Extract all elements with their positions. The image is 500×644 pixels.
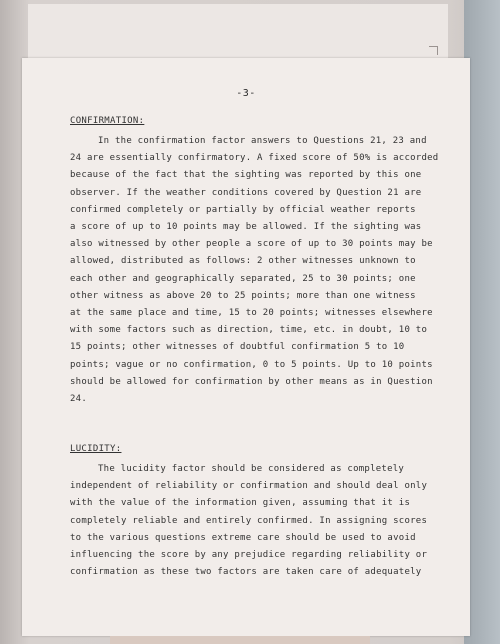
paragraph-line: 24 are essentially confirmatory. A fixed score of 50% is accorded	[70, 153, 439, 164]
paragraph-line: confirmed completely or partially by official weather reports	[70, 204, 416, 215]
paragraph-line: influencing the score by any prejudice regarding reliability or	[70, 550, 428, 561]
paragraph-line: at the same place and time, 15 to 20 points; witnesses elsewhere	[70, 308, 433, 319]
paragraph-line: The lucidity factor should be considered as completely	[98, 464, 405, 474]
paragraph-line: should be allowed for confirmation by other means as in Question	[70, 376, 433, 387]
paragraph-line: with the value of the information given, assuming that it is	[70, 498, 411, 509]
corner-mark	[429, 46, 438, 55]
confirmation-heading: CONFIRMATION:	[70, 116, 145, 126]
paragraph-line: independent of reliability or confirmation and should deal only	[70, 481, 428, 492]
paragraph-line: observer. If the weather conditions covered by Question 21 are	[70, 187, 422, 198]
paragraph-line: each other and geographically separated, 25 to 30 points; one	[70, 273, 416, 284]
confirmation-paragraph	[70, 133, 439, 408]
paragraph-line: other witness as above 20 to 25 points; more than one witness	[70, 290, 416, 301]
lucidity-paragraph	[70, 461, 430, 581]
lucidity-heading: LUCIDITY:	[70, 444, 122, 454]
paragraph-line: a score of up to 10 points may be allowed. If the sighting was	[70, 222, 422, 233]
paragraph-line: also witnessed by other people a score of up to 30 points may be	[70, 239, 433, 250]
paragraph-line: points; vague or no confirmation, 0 to 5 points. Up to 10 points	[70, 359, 433, 370]
paragraph-line: because of the fact that the sighting was reported by this one	[70, 170, 422, 181]
document-page	[22, 58, 470, 636]
paragraph-line: 24.	[70, 394, 88, 405]
paragraph-line: completely reliable and entirely confirmed. In assigning scores	[70, 515, 428, 526]
page-number: -3-	[236, 88, 256, 99]
underlying-sheet	[28, 4, 448, 65]
bottom-sheet-edge	[110, 636, 370, 644]
paragraph-line: to the various questions extreme care should be used to avoid	[70, 532, 416, 543]
paragraph-line: In the confirmation factor answers to Questions 21, 23 and	[98, 136, 427, 146]
paragraph-line: allowed, distributed as follows: 2 other witnesses unknown to	[70, 256, 416, 267]
paragraph-line: confirmation as these two factors are taken care of adequately	[70, 567, 422, 578]
paragraph-line: with some factors such as direction, time, etc. in doubt, 10 to	[70, 325, 428, 336]
paragraph-line: 15 points; other witnesses of doubtful confirmation 5 to 10	[70, 342, 405, 353]
